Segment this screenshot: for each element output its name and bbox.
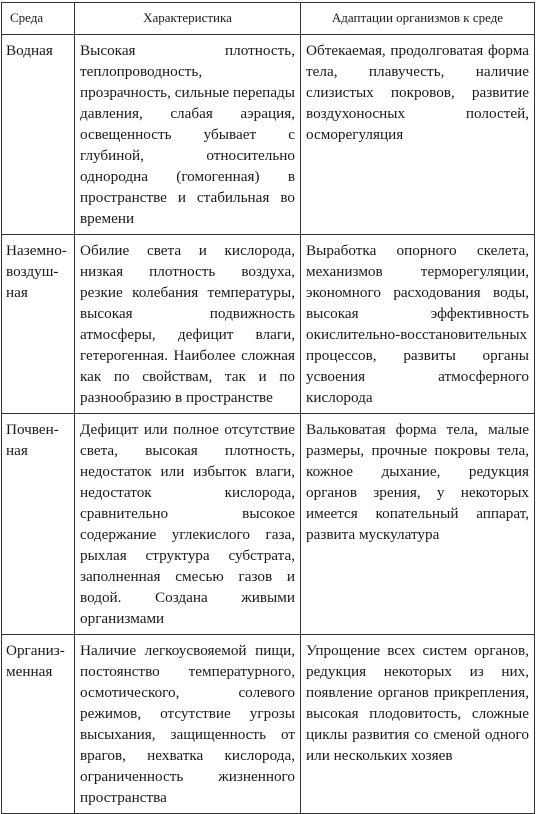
environment-cell: Наземно- воздуш- ная <box>2 235 75 414</box>
header-characteristic: Характеристика <box>75 3 301 35</box>
header-environment: Среда <box>2 3 75 35</box>
adaptations-cell: Обтекаемая, продолговатая форма тела, плавучесть, наличие слизистых покровов, развитие воздухоносных полостей, осморегуляция <box>301 35 535 235</box>
environments-table <box>1 2 535 814</box>
table-row <box>2 35 535 235</box>
table-row <box>2 235 535 414</box>
environment-cell: Водная <box>2 35 75 235</box>
adaptations-cell: Упрощение всех систем органов, редукция некоторых из них, появление органов прикрепления, высокая плодовитость, сложные циклы развития со сменой одного или нескольких хозяев <box>301 635 535 814</box>
adaptations-cell: Выработка опорного скелета, механизмов терморегуляции, экономного расходования воды, высокая эффективность окислительно-восстановительных процессов, развиты органы усвоения атмосферного кислорода <box>301 235 535 414</box>
table-header-row <box>2 3 535 35</box>
characteristic-cell: Наличие легкоусвояемой пищи, постоянство температурного, осмотического, солевого режимов, отсутствие угрозы высыхания, защищенность от врагов, нехватка кислорода, ограниченность жизненного пространства <box>75 635 301 814</box>
characteristic-cell: Высокая плотность, теплопроводность, прозрачность, сильные перепады давления, слабая аэрация, освещенность убывает с глубиной, относительно однородна (гомогенная) в пространстве и стабильная во времени <box>75 35 301 235</box>
adaptations-cell: Вальковатая форма тела, малые размеры, прочные покровы тела, кожное дыхание, редукция органов зрения, у некоторых имеется копательный аппарат, развита мускулатура <box>301 414 535 635</box>
table-row <box>2 414 535 635</box>
characteristic-cell: Обилие света и кислорода, низкая плотность воздуха, резкие колебания температуры, высокая подвижность атмосферы, дефицит влаги, гетерогенная. Наиболее сложная как по свойствам, так и по разнообразию в пространстве <box>75 235 301 414</box>
table-row <box>2 635 535 814</box>
environment-cell: Организ- менная <box>2 635 75 814</box>
environment-cell: Почвен- ная <box>2 414 75 635</box>
characteristic-cell: Дефицит или полное отсутствие света, высокая плотность, недостаток или избыток влаги, недостаток кислорода, сравнительно высокое содержание углекислого газа, рыхлая структура субстрата, заполненная смесью газов и водой. Создана живыми организмами <box>75 414 301 635</box>
header-adaptations: Адаптации организмов к среде <box>301 3 535 35</box>
